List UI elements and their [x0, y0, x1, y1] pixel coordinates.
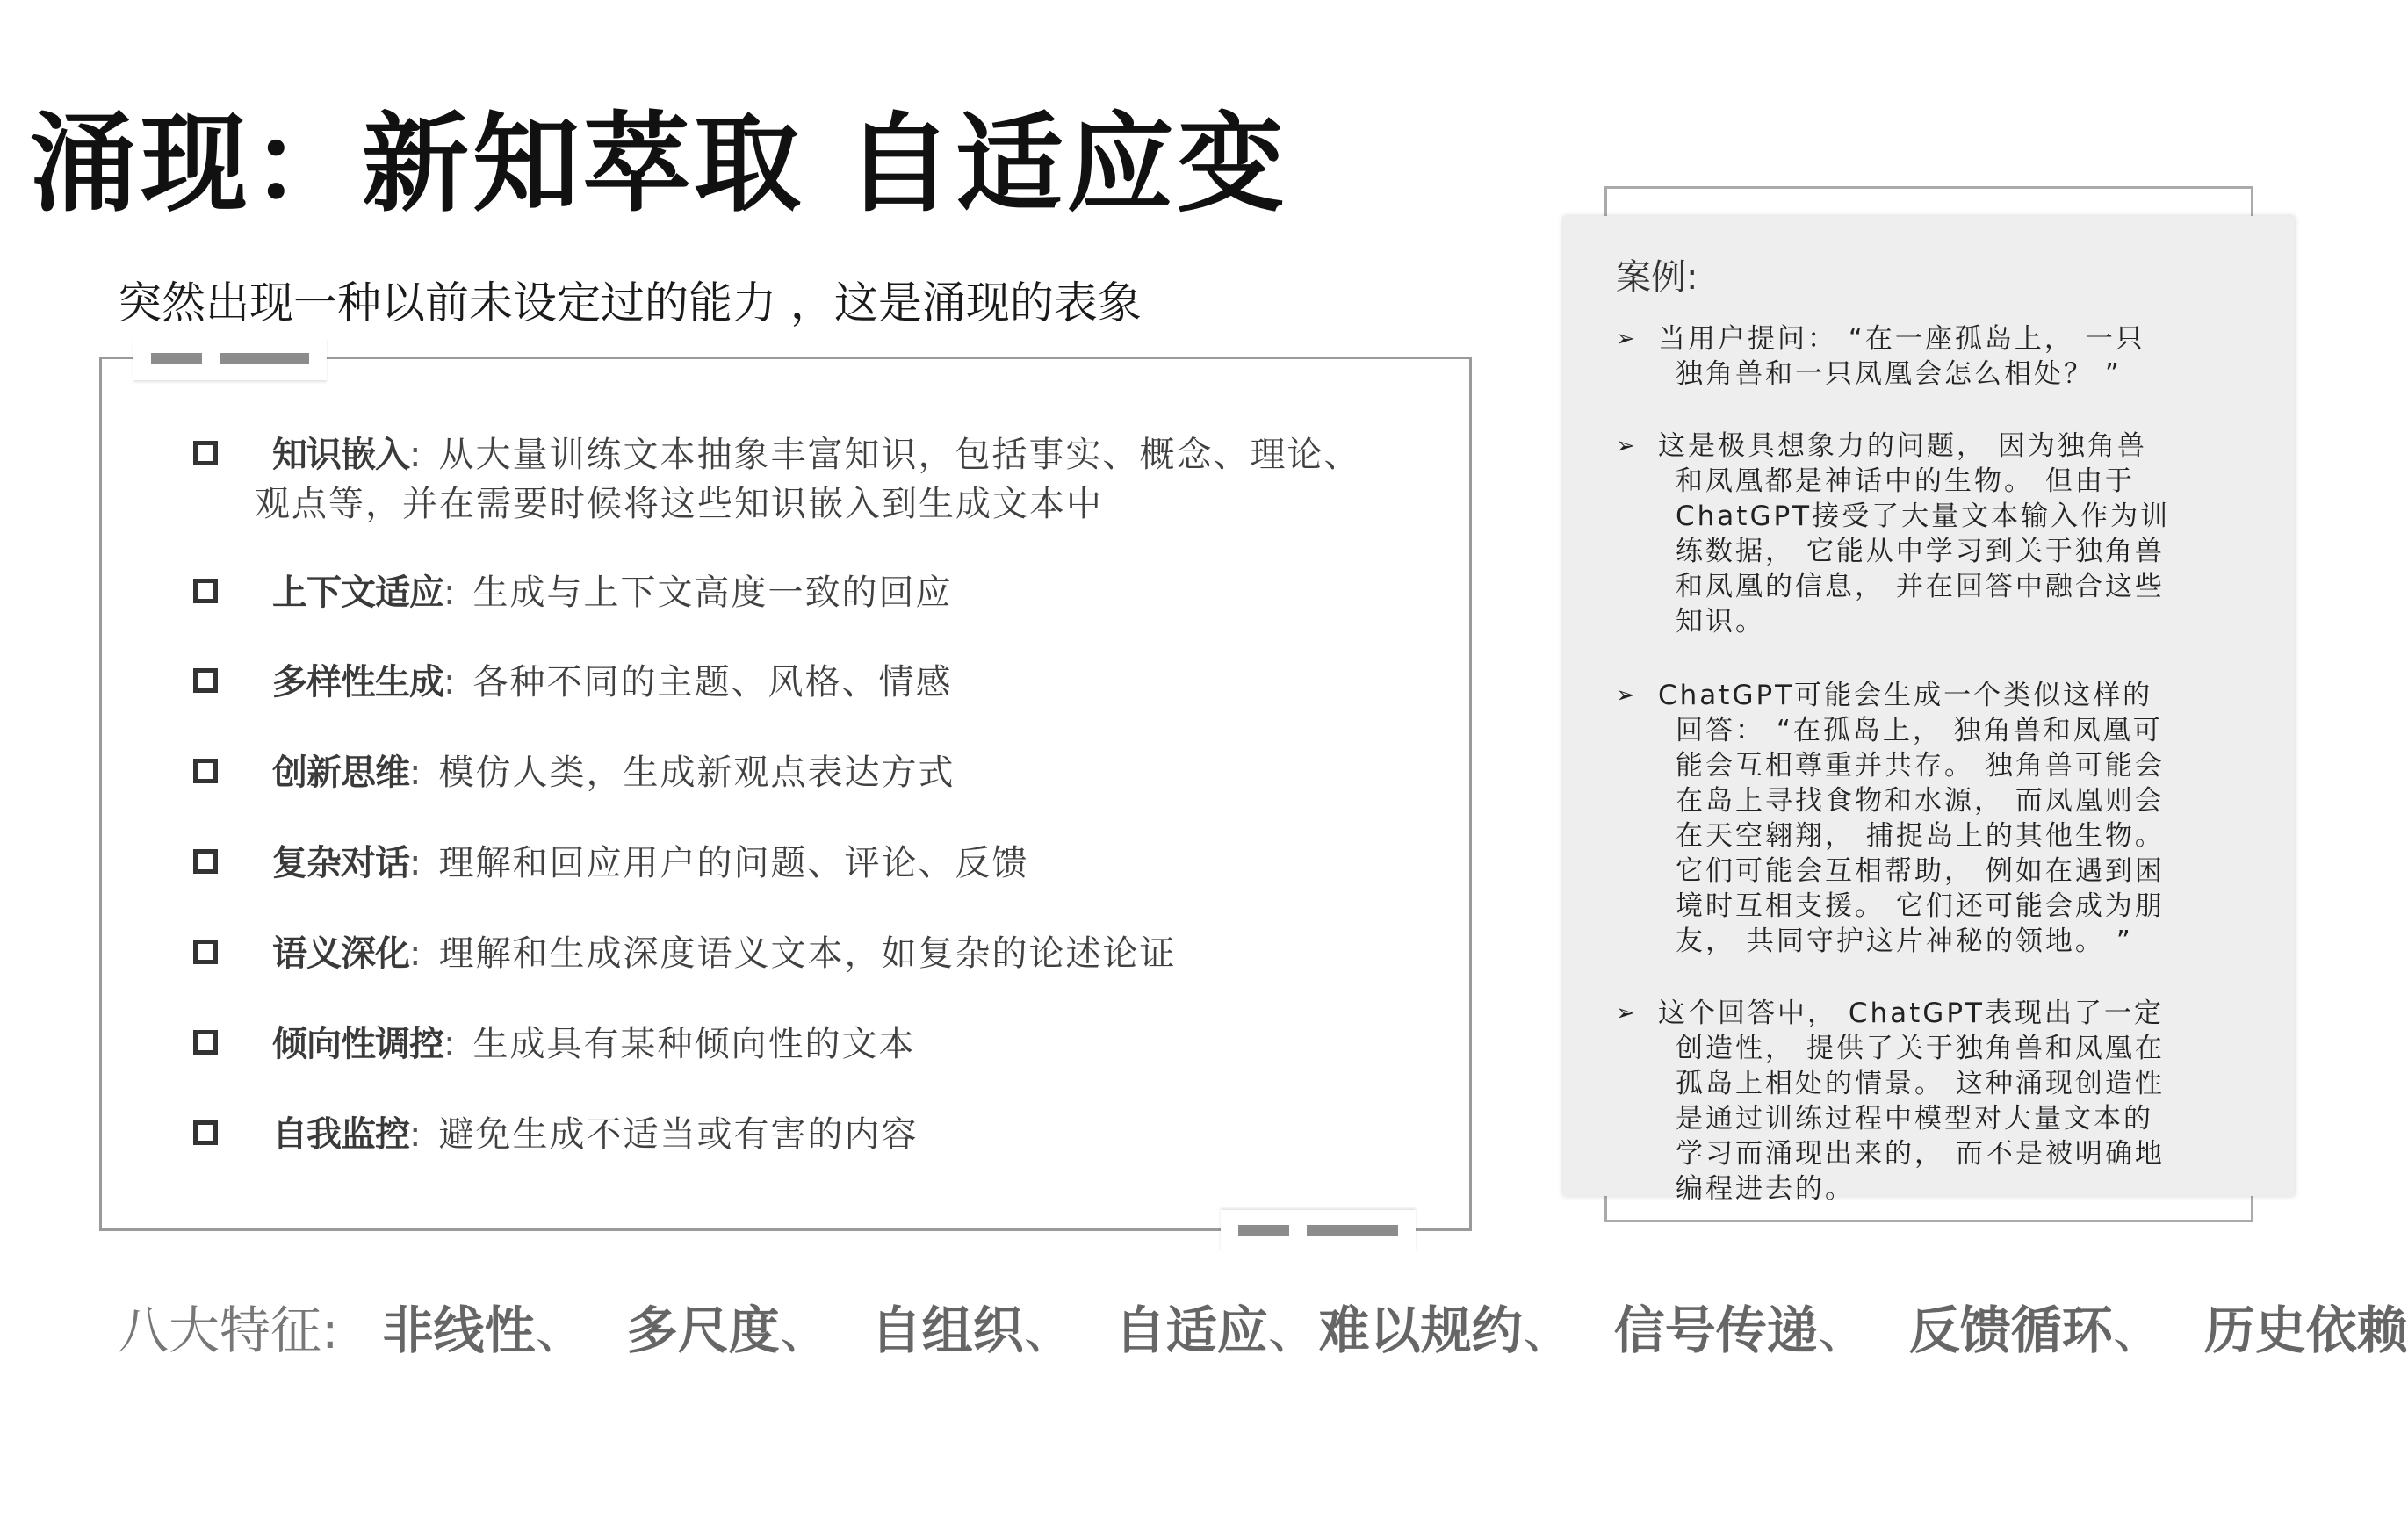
feature-line	[193, 658, 1440, 707]
feature-title: 创新思维	[272, 753, 409, 793]
arrow-bullet-icon: ➢	[1616, 326, 1638, 352]
feature-line	[193, 1110, 1440, 1159]
feature-item	[193, 929, 1440, 978]
feature-line	[193, 1019, 1440, 1069]
feature-line	[193, 430, 1440, 479]
separator: 、	[2112, 1300, 2164, 1360]
eight-feature-item: 自适应	[1114, 1300, 1268, 1360]
page-title: 涌现：新知萃取 自适应变	[30, 102, 1288, 227]
case-item	[1616, 996, 2248, 1207]
feature-desc: 理解和生成深度语义文本，如复杂的论述论证	[438, 933, 1177, 974]
case-list	[1616, 321, 2248, 1243]
feature-title: 上下文适应	[272, 573, 443, 613]
case-panel	[1563, 216, 2295, 1205]
feature-colon: :	[409, 843, 422, 883]
eight-feature-item: 难以规约	[1318, 1300, 1523, 1360]
feature-colon: :	[443, 573, 456, 613]
eight-feature-item: 非线性	[382, 1300, 536, 1360]
case-line: 练数据， 它能从中学习到关于独角兽	[1676, 536, 2165, 567]
case-line: 编程进去的。	[1676, 1173, 1855, 1205]
feature-item	[193, 748, 1440, 797]
feature-colon: :	[409, 1114, 422, 1155]
case-line: 这个回答中， ChatGPT表现出了一定	[1658, 998, 2164, 1029]
case-line: 和凤凰的信息， 并在回答中融合这些	[1676, 571, 2165, 602]
feature-title: 知识嵌入	[272, 435, 409, 475]
separator: 、	[1817, 1300, 1869, 1360]
decorative-tab-top	[133, 338, 327, 380]
feature-desc: 理解和回应用户的问题、评论、反馈	[438, 843, 1029, 883]
decorative-tab-bottom	[1221, 1210, 1416, 1252]
separator: 、	[779, 1300, 831, 1360]
eight-feature-item: 多尺度	[626, 1300, 780, 1360]
eight-features-label: 八大特征:	[118, 1300, 339, 1360]
case-item	[1616, 678, 2248, 959]
case-line: ChatGPT接受了大量文本输入作为训	[1676, 501, 2171, 532]
feature-line	[193, 748, 1440, 797]
arrow-bullet-icon: ➢	[1616, 1000, 1638, 1027]
feature-title: 多样性生成	[272, 662, 443, 702]
feature-desc: 生成与上下文高度一致的回应	[472, 573, 953, 613]
feature-desc: 各种不同的主题、风格、情感	[472, 662, 953, 702]
feature-item	[193, 839, 1440, 888]
feature-desc: 避免生成不适当或有害的内容	[438, 1114, 919, 1155]
checkbox-icon	[193, 940, 218, 964]
checkbox-icon	[193, 668, 218, 693]
feature-title: 自我监控	[272, 1114, 409, 1155]
feature-item	[193, 430, 1440, 529]
eight-features-line	[118, 1289, 2408, 1363]
case-line: 学习而涌现出来的， 而不是被明确地	[1676, 1138, 2165, 1170]
feature-line	[193, 839, 1440, 888]
separator: 、	[1522, 1300, 1574, 1360]
case-line: 它们可能会互相帮助， 例如在遇到困	[1676, 855, 2165, 887]
case-line: 能会互相尊重并共存。 独角兽可能会	[1676, 750, 2165, 782]
case-line: 在天空翱翔， 捕捉岛上的其他生物。	[1676, 820, 2165, 852]
case-line: 知识。	[1676, 606, 1765, 638]
case-label: 案例:	[1616, 257, 1698, 298]
checkbox-icon	[193, 1030, 218, 1055]
feature-title: 语义深化	[272, 933, 409, 974]
feature-title: 倾向性调控	[272, 1024, 443, 1064]
feature-colon: :	[409, 753, 422, 793]
feature-colon: :	[409, 933, 422, 974]
arrow-bullet-icon: ➢	[1616, 682, 1638, 709]
eight-feature-item: 自组织	[870, 1300, 1024, 1360]
checkbox-icon	[193, 849, 218, 874]
case-line: 这是极具想象力的问题， 因为独角兽	[1658, 430, 2147, 462]
case-line: 独角兽和一只凤凰会怎么相处？ ”	[1676, 358, 2122, 390]
checkbox-icon	[193, 441, 218, 465]
case-line: 是通过训练过程中模型对大量文本的	[1676, 1103, 2153, 1135]
feature-desc: 从大量训练文本抽象丰富知识，包括事实、概念、理论、	[438, 435, 1361, 475]
case-line: 当用户提问： “在一座孤岛上， 一只	[1658, 323, 2145, 355]
feature-colon: :	[443, 662, 456, 702]
case-item	[1616, 429, 2248, 639]
feature-desc: 生成具有某种倾向性的文本	[472, 1024, 916, 1064]
dash-mark	[220, 353, 309, 364]
feature-item	[193, 1019, 1440, 1069]
checkbox-icon	[193, 759, 218, 783]
feature-line	[193, 568, 1440, 617]
case-line: ChatGPT可能会生成一个类似这样的	[1658, 680, 2153, 711]
separator: 、	[1267, 1300, 1319, 1360]
separator: 、	[535, 1300, 587, 1360]
page-subtitle: 突然出现一种以前未设定过的能力 ，这是涌现的表象	[118, 277, 1142, 328]
case-line: 和凤凰都是神话中的生物。 但由于	[1676, 465, 2135, 497]
case-line: 在岛上寻找食物和水源， 而凤凰则会	[1676, 785, 2165, 817]
feature-list	[193, 430, 1440, 1159]
case-line: 友， 共同守护这片神秘的领地。 ”	[1676, 926, 2133, 957]
dash-mark	[151, 353, 202, 364]
separator: 、	[1023, 1300, 1075, 1360]
dash-mark	[1307, 1225, 1398, 1236]
case-line: 回答： “在孤岛上， 独角兽和凤凰可	[1676, 715, 2163, 746]
feature-title: 复杂对话	[272, 843, 409, 883]
feature-item	[193, 568, 1440, 617]
checkbox-icon	[193, 1120, 218, 1145]
dash-mark	[1238, 1225, 1289, 1236]
eight-feature-item: 历史依赖	[2203, 1300, 2408, 1360]
case-line: 创造性， 提供了关于独角兽和凤凰在	[1676, 1033, 2165, 1064]
arrow-bullet-icon: ➢	[1616, 433, 1638, 459]
checkbox-icon	[193, 579, 218, 603]
eight-feature-item: 反馈循环	[1908, 1300, 2113, 1360]
case-item	[1616, 321, 2248, 392]
feature-line	[193, 929, 1440, 978]
feature-colon: :	[443, 1024, 456, 1064]
feature-item	[193, 658, 1440, 707]
feature-item	[193, 1110, 1440, 1159]
case-line: 境时互相支援。 它们还可能会成为朋	[1676, 890, 2165, 922]
case-line: 孤岛上相处的情景。 这种涌现创造性	[1676, 1068, 2165, 1099]
feature-desc: 模仿人类，生成新观点表达方式	[438, 753, 955, 793]
feature-colon: :	[409, 435, 422, 475]
eight-feature-item: 信号传递	[1613, 1300, 1818, 1360]
feature-desc-continued: 观点等，并在需要时候将这些知识嵌入到生成文本中	[255, 484, 1103, 524]
